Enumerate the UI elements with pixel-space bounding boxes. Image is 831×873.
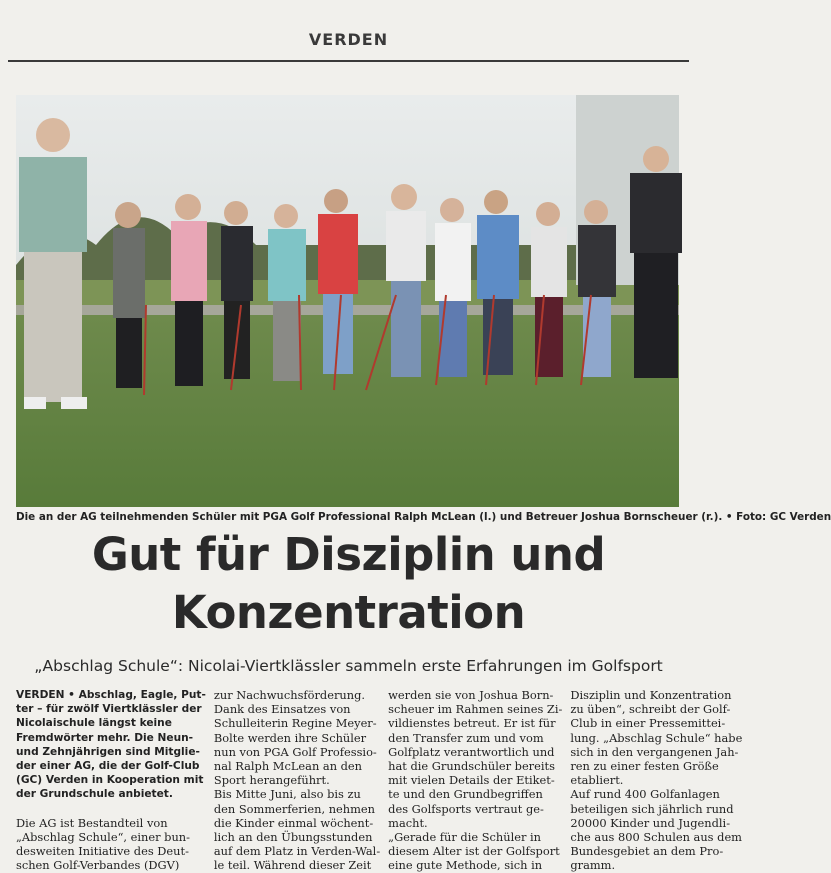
section-divider [8, 60, 689, 62]
article-line: Dank des Einsatzes von [213, 702, 351, 717]
article-line: des Golfsports vertraut ge- [388, 801, 544, 816]
article-line: der einer AG, die der Golf-Club [16, 760, 200, 773]
article-line: Fremdwörter mehr. Die Neun- [16, 731, 194, 744]
headline-line-1: Gut für Disziplin und [91, 528, 606, 581]
article-line: zu üben“, schreibt der Golf- [570, 702, 731, 717]
article-line: den Sommerferien, nehmen [213, 801, 375, 816]
article-line: etabliert. [570, 773, 624, 788]
article-line: der Grundschule anbietet. [16, 788, 173, 801]
article-line: auf dem Platz in Verden-Wal- [213, 844, 381, 859]
article-line: te und den Grundbegriffen [388, 787, 543, 802]
article-line: zur Nachwuchsförderung. [213, 688, 365, 702]
article-column-1 [16, 688, 206, 873]
article-line: Disziplin und Konzentration [570, 688, 732, 702]
article-line: Nicolaischule längst keine [16, 717, 172, 730]
article-line: ter – für zwölf Viertklässler der [16, 703, 202, 716]
article-line: nun von PGA Golf Professio- [213, 744, 377, 759]
article-column-4 [570, 688, 743, 873]
article-line: eine gute Methode, sich in [388, 858, 543, 873]
article-line: sich in den vergangenen Jah- [570, 744, 739, 759]
article-line: che aus 800 Schulen aus dem [570, 830, 742, 845]
article-line: le teil. Während dieser Zeit [213, 858, 372, 873]
article-line: macht. [388, 815, 428, 830]
article-line: Bundesgebiet an dem Pro- [570, 844, 724, 859]
article-line: Sport herangeführt. [213, 773, 330, 788]
article-line: gramm. [570, 858, 616, 873]
article-line: Die AG ist Bestandteil von [16, 815, 168, 830]
article-line: scheuer im Rahmen seines Zi- [388, 702, 563, 717]
photo-caption: Die an der AG teilnehmenden Schüler mit PGA Golf Professional Ralph McLean (l.) und Betreuer Joshua Bornscheuer (r.). • Foto: GC Verden [16, 511, 831, 523]
article-line: lung. „Abschlag Schule“ habe [570, 730, 743, 745]
article-line: ren zu einer festen Größe [570, 759, 719, 774]
article-line: desweiten Initiative des Deut- [16, 844, 189, 859]
article-line: „Gerade für die Schüler in [388, 830, 541, 845]
article-line: diesem Alter ist der Golfsport [388, 844, 560, 859]
article-line: (GC) Verden in Kooperation mit [16, 774, 204, 787]
article-line: lich an den Übungsstunden [213, 830, 373, 845]
article-headline [0, 526, 697, 642]
article-line: mit vielen Details der Etiket- [388, 773, 555, 788]
article-column-2 [213, 688, 381, 873]
article-line: und Zehnjährigen sind Mitglie- [16, 745, 200, 758]
article-line: beteiligen sich jährlich rund [570, 801, 734, 816]
group-photo [16, 95, 679, 507]
article-body [16, 688, 743, 873]
article-line: schen Golf-Verbandes (DGV) [16, 858, 180, 873]
article-line: Bis Mitte Juni, also bis zu [213, 787, 361, 802]
article-line: den Transfer zum und vom [388, 730, 544, 745]
article-line: die Kinder einmal wöchent- [213, 815, 374, 830]
article-line: „Abschlag Schule“, einer bun- [16, 830, 190, 845]
article-line: 20000 Kinder und Jugendli- [570, 815, 731, 830]
article-line: Golfplatz verantwortlich und [388, 744, 555, 759]
article-line: Bolte werden ihre Schüler [213, 730, 367, 745]
article-line: nal Ralph McLean an den [213, 759, 363, 774]
article-line: VERDEN • Abschlag, Eagle, Put- [16, 689, 206, 701]
article-subheadline: „Abschlag Schule“: Nicolai-Viertklässler sammeln erste Erfahrungen im Golfsport [34, 657, 663, 675]
article-line: Club in einer Pressemittei- [570, 716, 726, 731]
article-column-3 [388, 688, 563, 873]
article-line: hat die Grundschüler bereits [388, 759, 555, 774]
section-title: VERDEN [308, 30, 389, 49]
article-line [16, 802, 206, 816]
group-photo-icon [16, 95, 679, 507]
article-line: Schulleiterin Regine Meyer- [213, 716, 377, 731]
headline-line-2: Konzentration [171, 586, 526, 639]
article-line: Auf rund 400 Golfanlagen [570, 787, 720, 802]
article-line: werden sie von Joshua Born- [388, 688, 554, 702]
article-line: vildienstes betreut. Er ist für [388, 716, 556, 731]
